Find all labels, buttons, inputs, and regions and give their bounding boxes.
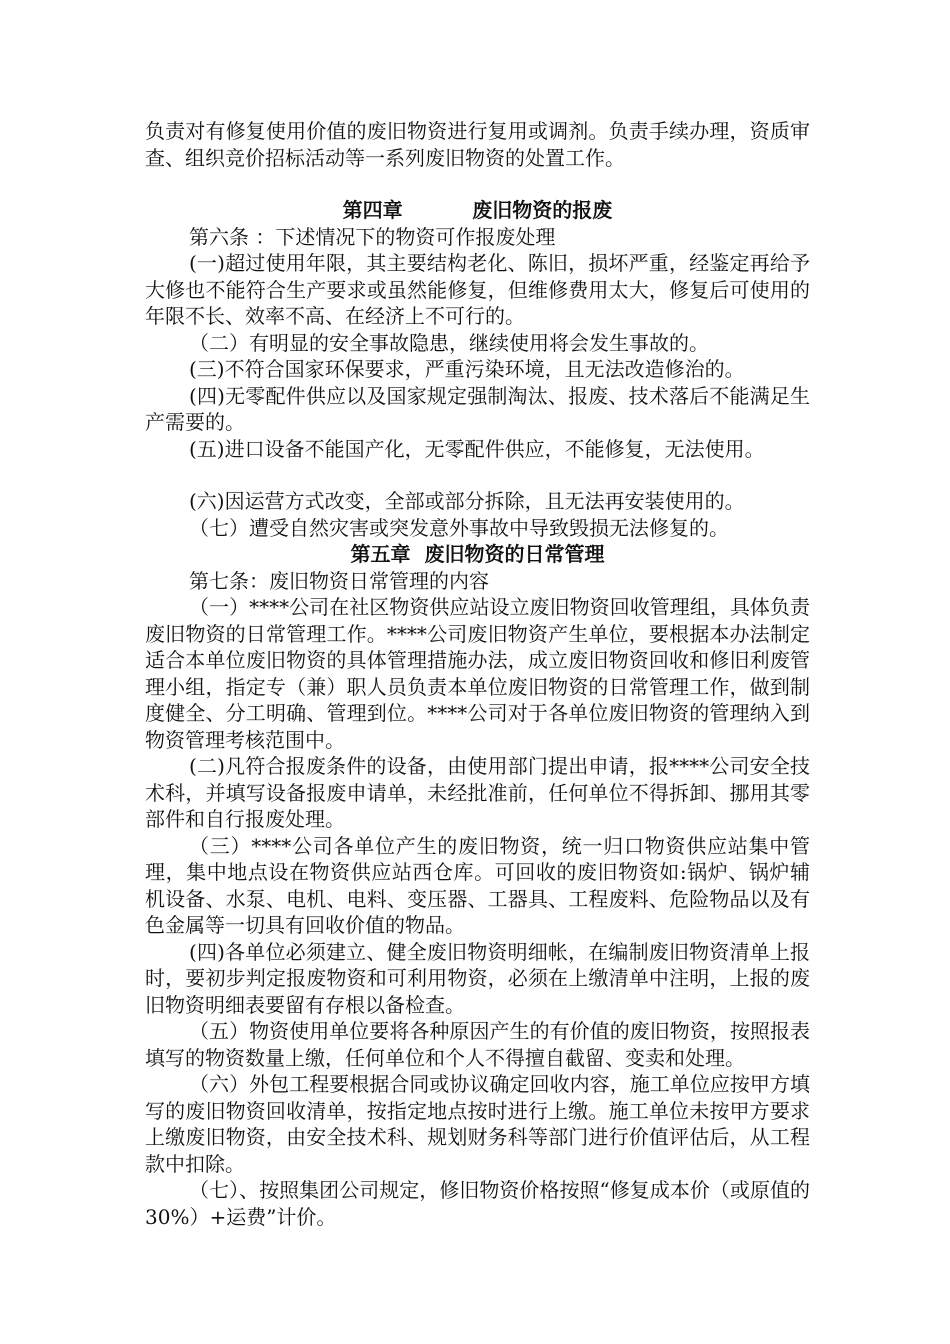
article-6-item-3: (三)不符合国家环保要求，严重污染环境，且无法改造修治的。 bbox=[189, 357, 745, 381]
article-7-item-4: (四)各单位必须建立、健全废旧物资明细帐，在编制废旧物资清单上报时，要初步判定报废物资和可利用物资，必须在上缴清单中注明，上报的废旧物资明细表要留有存根以备检查。 bbox=[145, 939, 810, 1017]
intro-paragraph: 负责对有修复使用价值的废旧物资进行复用或调剂。负责手续办理，资质审查、组织竞价招标活动等一系列废旧物资的处置工作。 bbox=[145, 119, 810, 170]
article-6-item-1: (一)超过使用年限，其主要结构老化、陈旧，损坏严重，经鉴定再给予大修也不能符合生产要求或虽然能修复，但维修费用太大，修复后可使用的年限不长、效率不高、在经济上不可行的。 bbox=[145, 251, 810, 328]
chapter-5-title: 第五章 废旧物资的日常管理 bbox=[350, 542, 605, 566]
article-7-item-6: （六）外包工程要根据合同或协议确定回收内容，施工单位应按甲方填写的废旧物资回收清单，按指定地点按时进行上缴。施工单位未按甲方要求上缴废旧物资，由安全技术科、规划财务科等部门进行价值评估后，从工程款中扣除。 bbox=[145, 1072, 810, 1176]
article-7-item-3: （三）****公司各单位产生的废旧物资，统一归口物资供应站集中管理，集中地点设在物资供应站西仓库。可回收的废旧物资如:锅炉、锅炉辅机设备、水泵、电机、电料、变压器、工器具、工程废料、危险物品以及有色金属等一切具有回收价值的物品。 bbox=[145, 833, 810, 937]
article-7-item-7: （七）、按照集团公司规定，修旧物资价格按照“修复成本价（或原值的 30%）+运费”计价。 bbox=[145, 1178, 810, 1229]
article-6-item-2: （二）有明显的安全事故隐患，继续使用将会发生事故的。 bbox=[189, 330, 709, 355]
article-7-item-1: （一）****公司在社区物资供应站设立废旧物资回收管理组，具体负责废旧物资的日常管理工作。****公司废旧物资产生单位，要根据本办法制定适合本单位废旧物资的具体管理措施办法，成立废旧物资回收和修旧利废管理小组，指定专（兼）职人员负责本单位废旧物资的日常管理工作，做到制度健全、分工明确、管理到位。****公司对于各单位废旧物资的管理纳入到物资管理考核范围中。 bbox=[145, 595, 810, 752]
article-6-item-6: (六)因运营方式改变，全部或部分拆除，且无法再安装使用的。 bbox=[189, 489, 745, 513]
chapter-4-title: 第四章 废旧物资的报废 bbox=[342, 198, 613, 222]
article-6-item-4: (四)无零配件供应以及国家规定强制淘汰、报废、技术落后不能满足生产需要的。 bbox=[145, 383, 810, 434]
article-7-item-5: （五）物资使用单位要将各种原因产生的有价值的废旧物资，按照报表填写的物资数量上缴，任何单位和个人不得擅自截留、变卖和处理。 bbox=[145, 1019, 810, 1070]
article-6-item-5: (五)进口设备不能国产化，无零配件供应，不能修复，无法使用。 bbox=[189, 436, 765, 461]
blank-line bbox=[145, 462, 810, 488]
blank-line bbox=[145, 171, 810, 197]
article-6-item-7: （七）遭受自然灾害或突发意外事故中导致毁损无法修复的。 bbox=[189, 515, 729, 540]
article-6-heading: 第六条 ：下述情况下的物资可作报废处理 bbox=[189, 224, 556, 249]
article-7-item-2: (二)凡符合报废条件的设备，由使用部门提出申请，报****公司安全技术科，并填写设备报废申请单，未经批准前，任何单位不得拆卸、挪用其零部件和自行报废处理。 bbox=[145, 754, 810, 831]
document-body bbox=[145, 118, 810, 1230]
article-7-heading: 第七条：废旧物资日常管理的内容 bbox=[189, 568, 489, 593]
